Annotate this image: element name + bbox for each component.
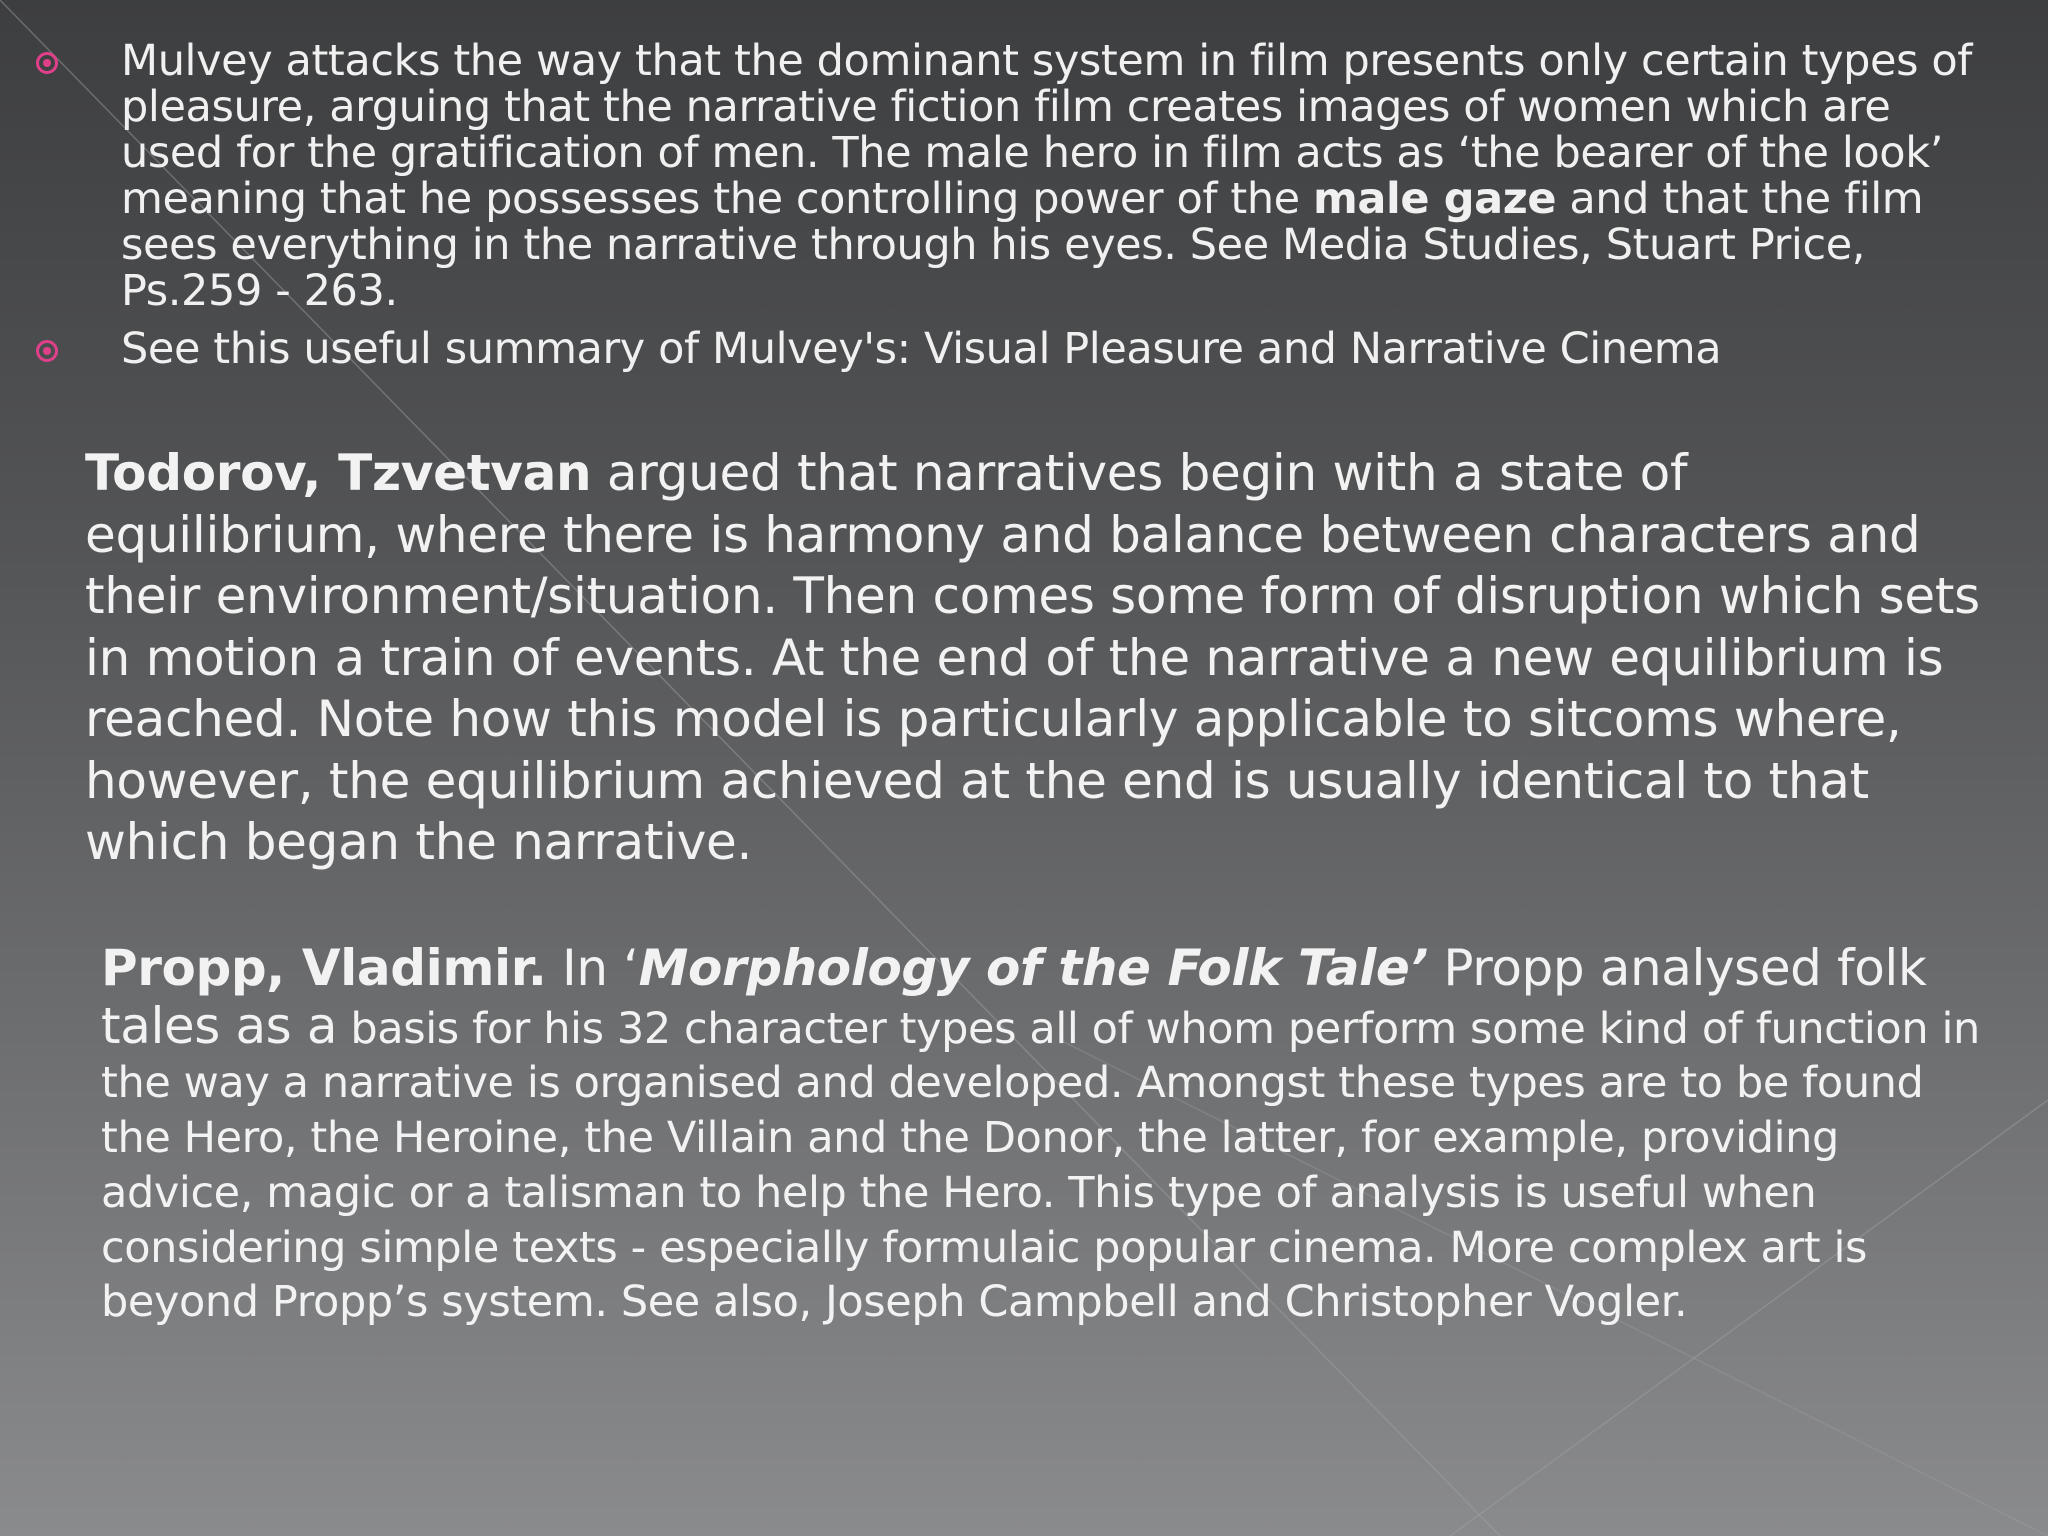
todorov-text: argued that narratives begin with a state of equilibrium, where there is harmony and balance between characters and their environment/situation. Then comes some form of disruption which sets in motion a train of events. At the end of the narrative a new equilibrium is reached. Note how this model is particularly applicable to sitcoms where, however, the equilibrium achieved at the end is usually identical to that which began the narrative. <box>85 444 1980 871</box>
mulvey-text-start: Mulvey attacks the way that the dominant system in film presents only certain types of pleasure, arguing that the narrative fiction film creates images of women which are used for the gratification of men. The male hero in film acts as ‘the bearer of the look’ meaning that he possesses the controlling power of the <box>121 36 1973 224</box>
bullet-item-summary-link <box>0 326 2048 372</box>
propp-text-2: tales as a <box>101 996 338 1055</box>
propp-book-title: Morphology of the Folk Tale’ <box>638 939 1428 997</box>
bullet-icon <box>36 340 58 362</box>
propp-in: In ‘ <box>546 939 639 997</box>
mulvey-text-end: and that the film sees everything in the narrative through his eyes. See Media Studies, Stuart Price, Ps.259 - 263. <box>121 174 1924 316</box>
todorov-paragraph <box>85 443 1985 874</box>
male-gaze-term: male gaze <box>1313 174 1557 224</box>
propp-text-3: basis for his 32 character types all of whom perform some kind of function in the way a narrative is organised and developed. Amongst these types are to be found the Hero, the Heroine, the Villain and the Donor, the latter, for example, providing advice, magic or a talisman to help the Hero. This type of analysis is useful when considering simple texts - especially formulaic popular cinema. More complex art is beyond Propp’s system. See also, Joseph Campbell and Christopher Vogler. <box>101 1003 1980 1328</box>
bullet-list <box>0 38 2048 372</box>
propp-paragraph <box>101 938 2001 1330</box>
propp-text-1: Propp analysed folk <box>1427 939 1927 997</box>
propp-name: Propp, Vladimir. <box>101 939 547 997</box>
summary-text: See this useful summary of Mulvey's: Visual Pleasure and Narrative Cinema <box>121 324 1722 374</box>
bullet-icon <box>36 52 58 74</box>
todorov-name: Todorov, Tzvetvan <box>85 444 592 502</box>
bullet-item-mulvey <box>0 38 2048 314</box>
